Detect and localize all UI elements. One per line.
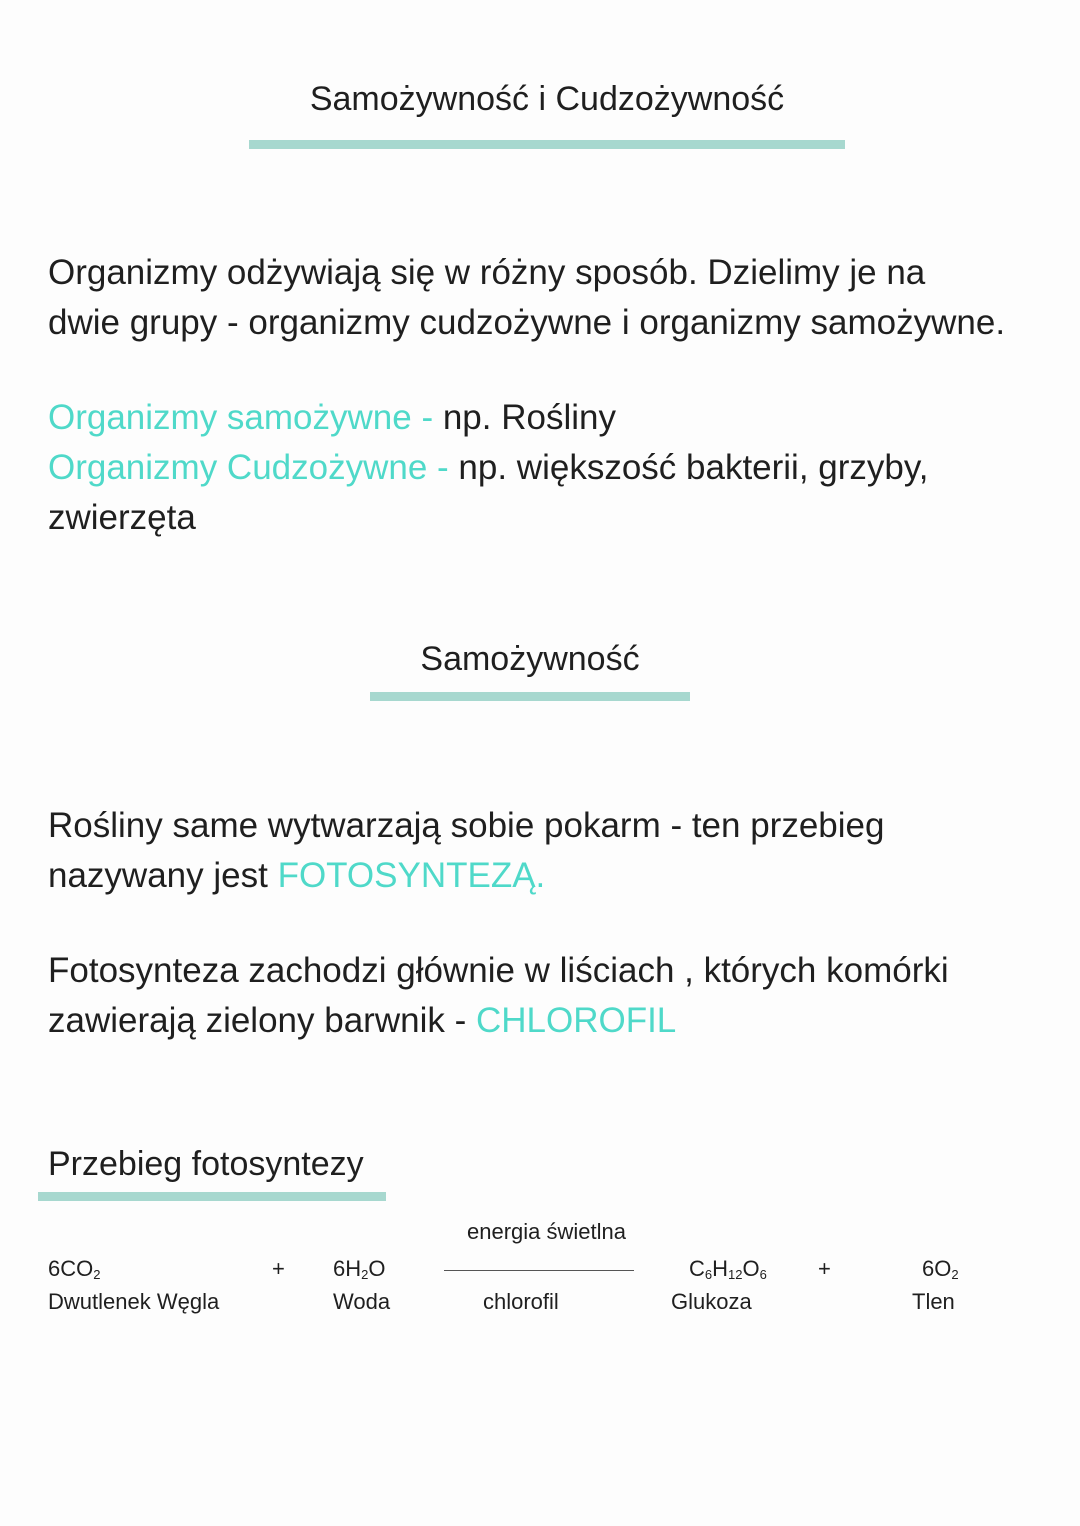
intro-paragraph (48, 248, 1048, 348)
equation-h2o: $6H_2O$ (333, 1256, 386, 1282)
heterotroph-row-cont: zwierzęta (48, 498, 196, 537)
leaves-line-2-text: zawierają zielony barwnik - (48, 1001, 476, 1040)
section-title: Samożywność (420, 640, 640, 678)
process-title: Przebieg fotosyntezy (48, 1145, 364, 1183)
arrow-label-top: energia świetlna (467, 1219, 626, 1244)
equation-glucose: $C_6H_{12}O_6$ (689, 1256, 767, 1282)
photosynthesis-term: FOTOSYNTEZĄ. (277, 856, 546, 895)
leaves-line-2 (48, 996, 1048, 1046)
plants-line-2 (48, 851, 1048, 901)
heterotroph-row (48, 443, 1048, 493)
plants-paragraph (48, 801, 1048, 901)
section-underline (370, 692, 690, 701)
arrow-label-bottom: chlorofil (483, 1289, 559, 1314)
process-underline (38, 1192, 386, 1201)
groups-paragraph (48, 393, 1048, 543)
equation-o2: $6O_2$ (922, 1256, 959, 1282)
plants-line-1: Rośliny same wytwarzają sobie pokarm - ten przebieg (48, 806, 885, 845)
leaves-paragraph (48, 946, 1048, 1046)
co2-formula: $6CO_2$ (48, 1256, 101, 1282)
plants-line-2-text: nazywany jest (48, 856, 278, 895)
plus-sign-2: + (818, 1256, 831, 1281)
equation-co2 (48, 1256, 100, 1282)
page-title: Samożywność i Cudzożywność (309, 80, 785, 118)
co2-name: Dwutlenek Węgla (48, 1289, 220, 1314)
autotroph-label: Organizmy samożywne - (48, 398, 443, 437)
reaction-arrow (444, 1270, 634, 1271)
leaves-line-1: Fotosynteza zachodzi głównie w liściach , których komórki (48, 951, 949, 990)
glucose-name: Glukoza (671, 1289, 752, 1314)
heterotroph-example: np. większość bakterii, grzyby, (458, 448, 929, 487)
o2-name: Tlen (912, 1289, 955, 1314)
heterotroph-label: Organizmy Cudzożywne - (48, 448, 459, 487)
title-underline (249, 140, 845, 149)
intro-line-1: Organizmy odżywiają się w różny sposób. Dzielimy je na (48, 253, 926, 292)
autotroph-row (48, 393, 1048, 443)
plus-sign-1: + (272, 1256, 285, 1281)
autotroph-example: np. Rośliny (442, 398, 616, 437)
intro-line-2: dwie grupy - organizmy cudzożywne i organizmy samożywne. (48, 303, 1006, 342)
chlorophyll-term: CHLOROFIL (475, 1001, 677, 1040)
h2o-name: Woda (333, 1289, 391, 1314)
